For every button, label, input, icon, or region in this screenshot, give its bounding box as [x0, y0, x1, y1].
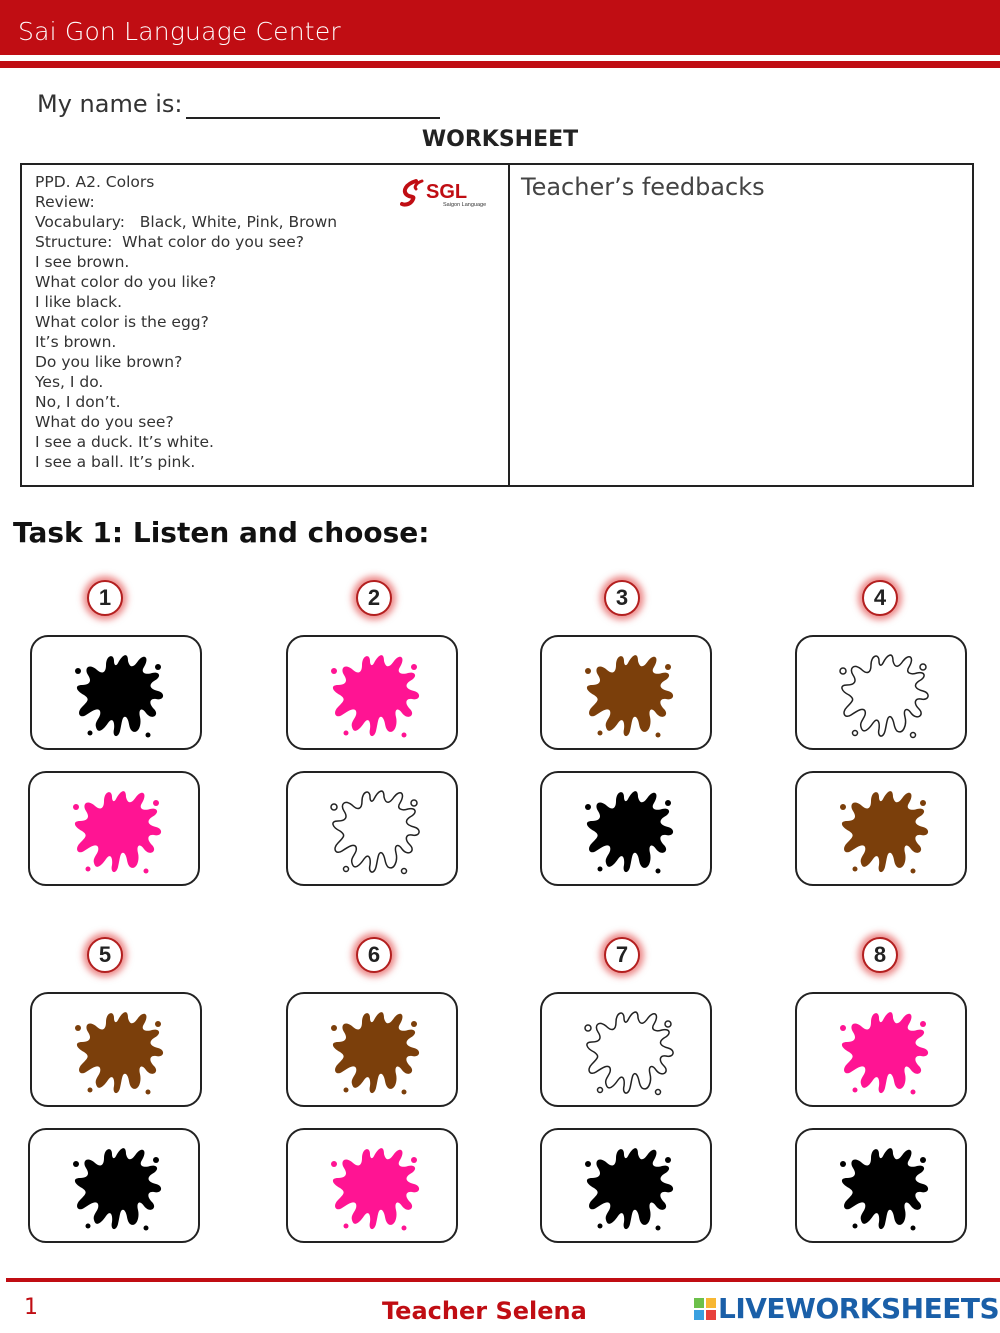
lesson-line: It’s brown. — [35, 333, 117, 351]
task-1-title: Task 1: Listen and choose: — [13, 516, 430, 549]
question-number-badge: 6 — [356, 937, 392, 973]
lesson-line: Review: — [35, 193, 95, 211]
lesson-info-table — [20, 163, 974, 487]
svg-text:Saigon Language: Saigon Language — [443, 202, 487, 208]
lesson-line: No, I don’t. — [35, 393, 121, 411]
question-number-badge: 8 — [862, 937, 898, 973]
name-input-line[interactable] — [186, 117, 440, 119]
question-number-badge: 3 — [604, 580, 640, 616]
page-number: 1 — [24, 1295, 38, 1320]
lesson-line: PPD. A2. Colors — [35, 173, 155, 191]
answer-option-white[interactable] — [795, 635, 967, 750]
lesson-line: What do you see? — [35, 413, 174, 431]
header-divider — [0, 61, 1000, 68]
question-number-badge: 1 — [87, 580, 123, 616]
answer-option-black[interactable] — [540, 1128, 712, 1243]
answer-option-white[interactable] — [286, 771, 458, 886]
answer-option-pink[interactable] — [28, 771, 200, 886]
lesson-content — [35, 172, 505, 472]
paint-splat-black-icon — [68, 643, 168, 743]
header-bar — [0, 0, 1000, 55]
lesson-line: I see a duck. It’s white. — [35, 433, 214, 451]
answer-option-brown[interactable] — [30, 992, 202, 1107]
footer-divider — [6, 1278, 1000, 1282]
paint-splat-pink-icon — [324, 643, 424, 743]
paint-splat-black-icon — [578, 1136, 678, 1236]
answer-option-pink[interactable] — [286, 1128, 458, 1243]
answer-option-brown[interactable] — [540, 635, 712, 750]
paint-splat-white-icon — [324, 779, 424, 879]
paint-splat-brown-icon — [68, 1000, 168, 1100]
teacher-name: Teacher Selena — [382, 1297, 587, 1325]
lesson-line: I like black. — [35, 293, 123, 311]
paint-splat-black-icon — [833, 1136, 933, 1236]
paint-splat-white-icon — [578, 1000, 678, 1100]
paint-splat-pink-icon — [833, 1000, 933, 1100]
answer-option-black[interactable] — [540, 771, 712, 886]
worksheet-title: WORKSHEET — [421, 127, 579, 152]
answer-option-brown[interactable] — [286, 992, 458, 1107]
lesson-line: Vocabulary: Black, White, Pink, Brown — [35, 213, 338, 231]
paint-splat-brown-icon — [833, 779, 933, 879]
liveworksheets-brand: LIVEWORKSHEETS — [718, 1292, 1000, 1325]
sgl-logo — [400, 175, 500, 211]
question-number-badge: 7 — [604, 937, 640, 973]
name-label: My name is: — [37, 90, 183, 118]
paint-splat-brown-icon — [324, 1000, 424, 1100]
answer-option-white[interactable] — [540, 992, 712, 1107]
answer-option-black[interactable] — [28, 1128, 200, 1243]
answer-option-pink[interactable] — [795, 992, 967, 1107]
lesson-line: Structure: What color do you see? — [35, 233, 304, 251]
paint-splat-pink-icon — [324, 1136, 424, 1236]
question-number-badge: 5 — [87, 937, 123, 973]
paint-splat-pink-icon — [66, 779, 166, 879]
paint-splat-brown-icon — [578, 643, 678, 743]
paint-splat-white-icon — [833, 643, 933, 743]
lesson-line: What color is the egg? — [35, 313, 209, 331]
answer-option-pink[interactable] — [286, 635, 458, 750]
lesson-line: I see brown. — [35, 253, 130, 271]
answer-option-brown[interactable] — [795, 771, 967, 886]
liveworksheets-icon — [694, 1298, 716, 1320]
lesson-line: I see a ball. It’s pink. — [35, 453, 196, 471]
teacher-feedback-label: Teacher’s feedbacks — [521, 173, 765, 201]
answer-option-black[interactable] — [30, 635, 202, 750]
lesson-line: What color do you like? — [35, 273, 217, 291]
lesson-line: Do you like brown? — [35, 353, 183, 371]
paint-splat-black-icon — [578, 779, 678, 879]
header-title: Sai Gon Language Center — [18, 17, 341, 46]
question-number-badge: 4 — [862, 580, 898, 616]
question-number-badge: 2 — [356, 580, 392, 616]
paint-splat-black-icon — [66, 1136, 166, 1236]
answer-option-black[interactable] — [795, 1128, 967, 1243]
table-divider — [508, 165, 510, 485]
svg-text:SGL: SGL — [426, 181, 468, 203]
lesson-line: Yes, I do. — [35, 373, 104, 391]
